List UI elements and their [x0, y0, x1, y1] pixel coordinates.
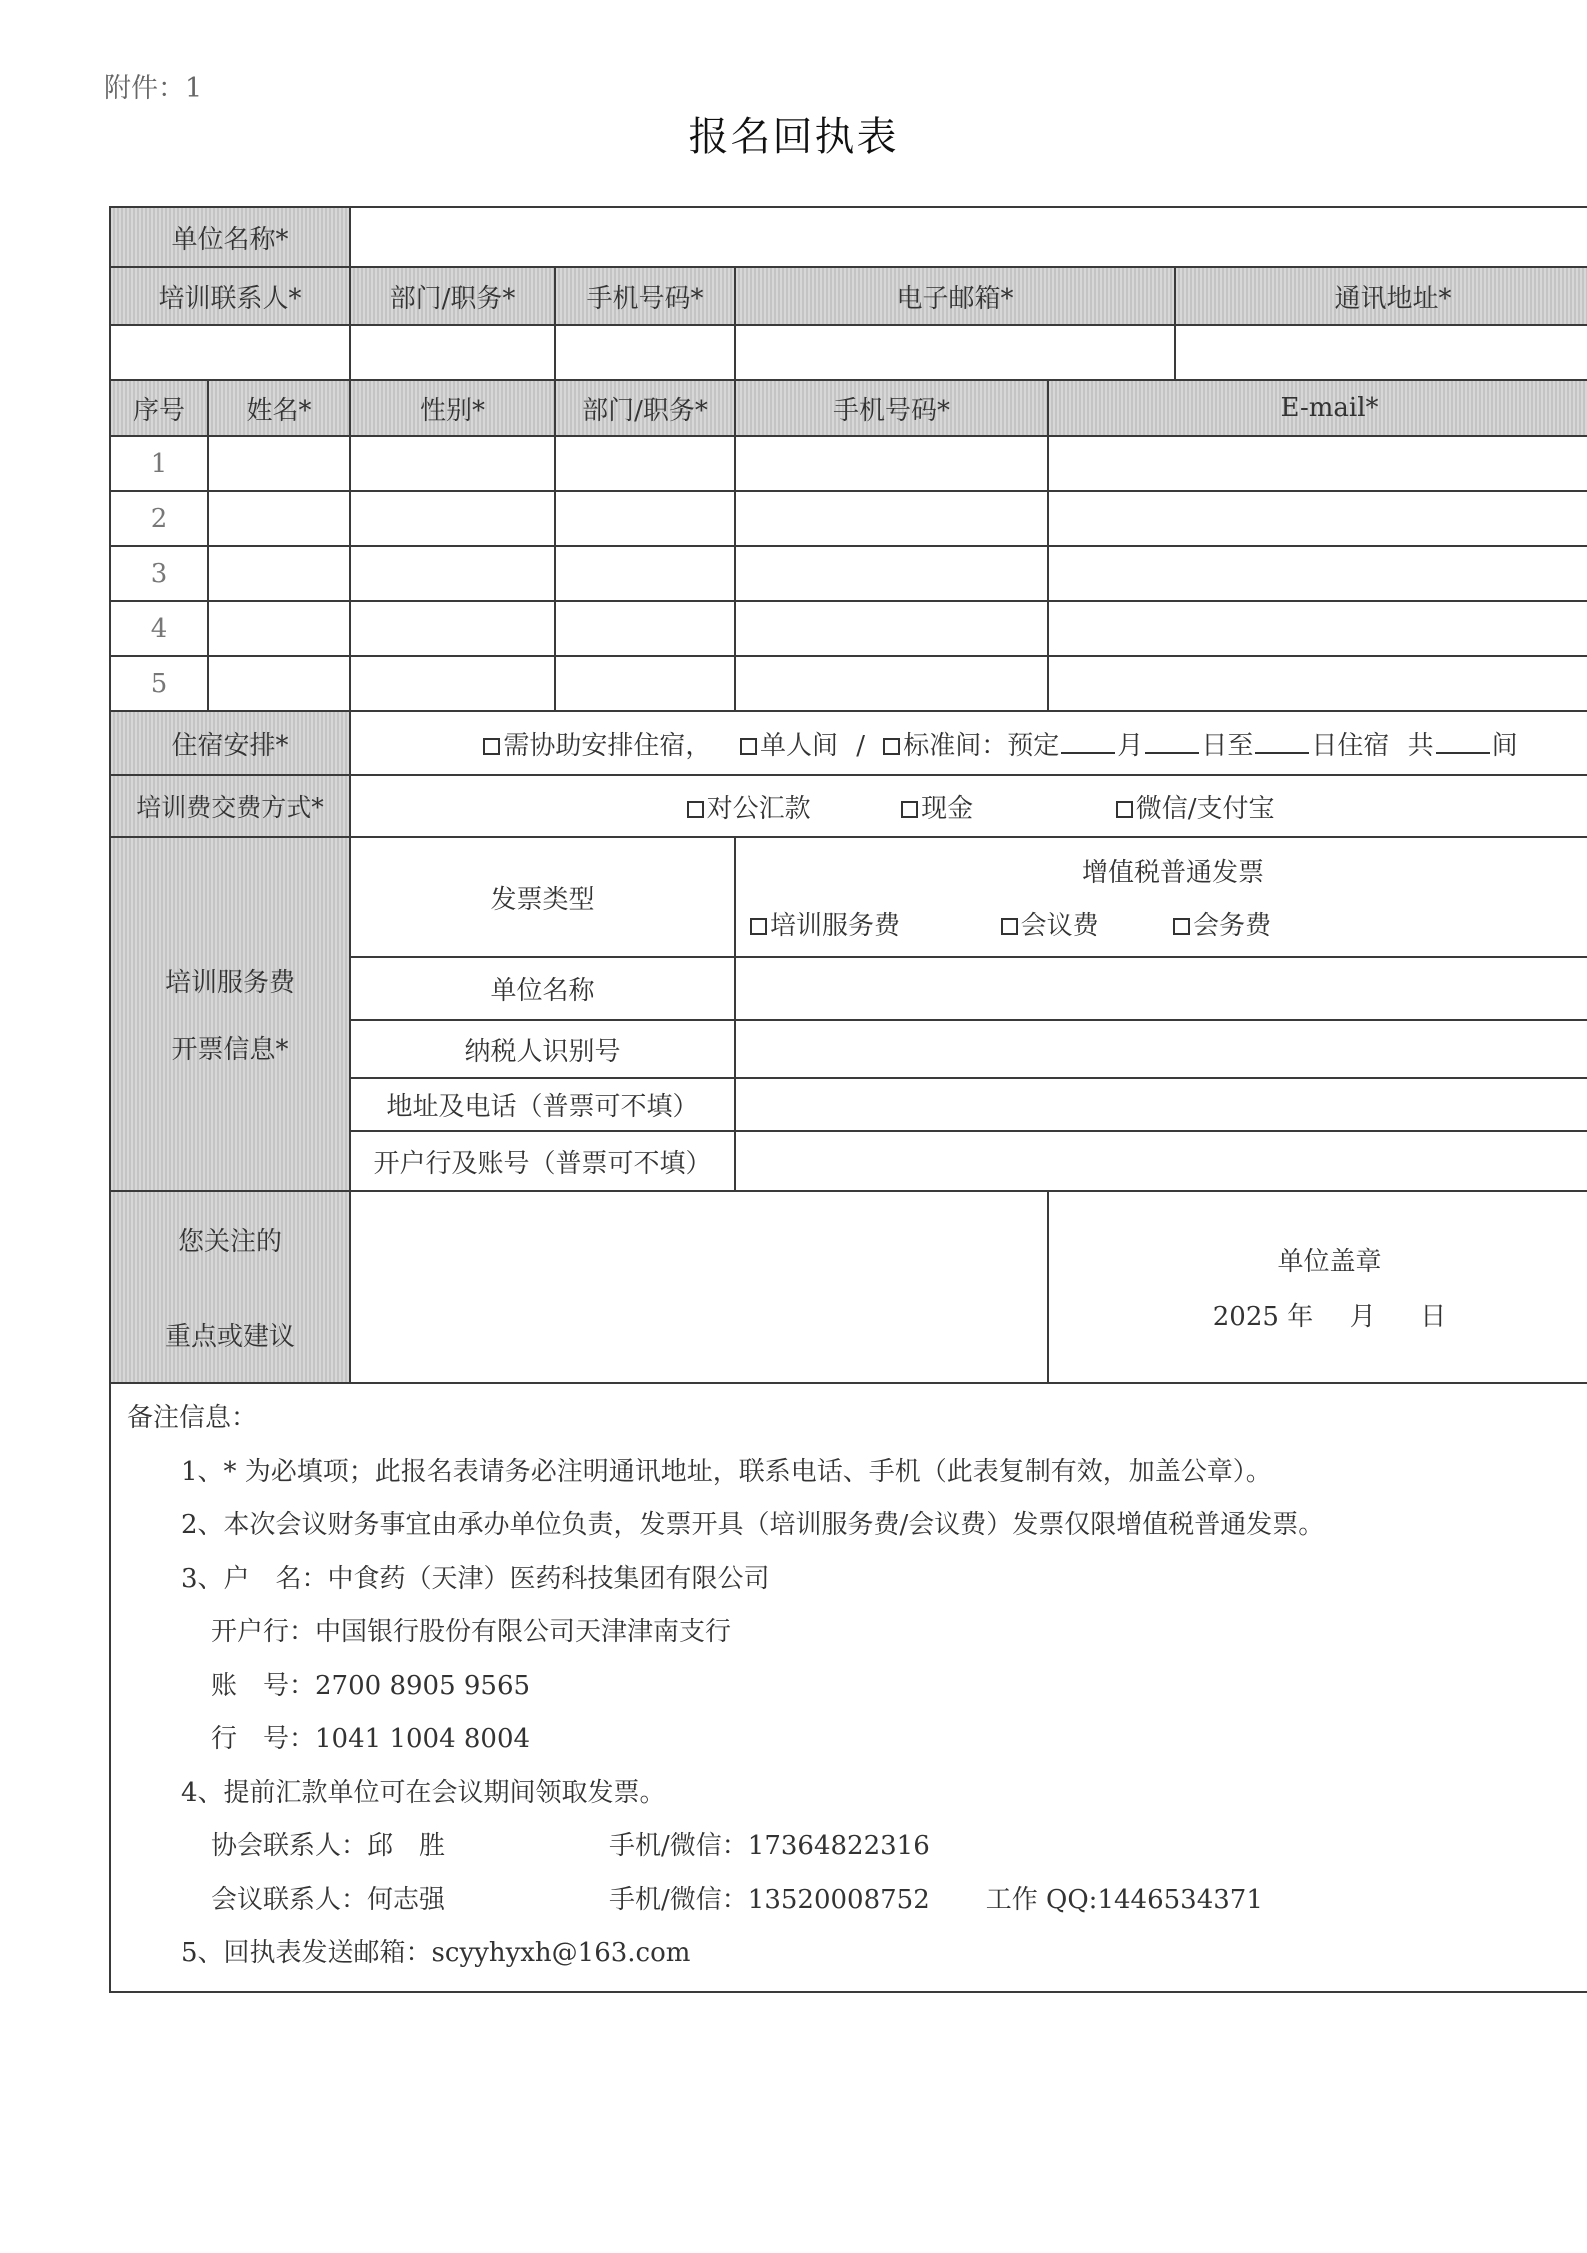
seal-date-year: 2025 年	[1212, 1302, 1314, 1332]
account-value: 2700 8905 9565	[315, 1670, 531, 1701]
lodging-need-text: 需协助安排住宿，	[503, 730, 712, 761]
participant-dept-field[interactable]	[555, 601, 735, 656]
note-item-3	[111, 1553, 1587, 1607]
participant-phone-field[interactable]	[735, 656, 1048, 711]
payment-option-transfer: 对公汇款	[706, 793, 811, 824]
participant-email-field[interactable]	[1048, 546, 1587, 601]
payment-cash-checkbox[interactable]	[901, 801, 918, 818]
assoc-phone-label: 手机/微信：	[609, 1831, 748, 1861]
invoice-address-phone-label: 地址及电话（普票可不填）	[350, 1078, 735, 1131]
participant-row	[110, 601, 1587, 656]
participant-row	[110, 546, 1587, 601]
focus-suggestion-field[interactable]	[350, 1191, 1048, 1383]
participant-name-field[interactable]	[208, 546, 350, 601]
note-item-4: 4、提前汇款单位可在会议期间领取发票。	[181, 1777, 666, 1808]
lodging-month-text: 月	[1117, 730, 1144, 761]
qq-value: 1446534371	[1097, 1884, 1263, 1915]
participant-gender-field[interactable]	[350, 601, 555, 656]
note-item-5	[111, 1927, 1587, 1981]
contact-phone-field[interactable]	[555, 325, 735, 380]
attachment-label: 附件：1	[104, 73, 203, 104]
lodging-start-day-blank[interactable]	[1145, 730, 1199, 754]
invoice-bank-account-field[interactable]	[735, 1131, 1587, 1191]
meeting-contact-label: 会议联系人：	[211, 1884, 368, 1915]
seal-date-day: 日	[1420, 1302, 1447, 1332]
invoice-taxpayer-id-label: 纳税人识别号	[350, 1020, 735, 1078]
contact-dept-label: 部门/职务*	[350, 267, 555, 325]
payment-transfer-checkbox[interactable]	[687, 801, 704, 818]
lodging-month-blank[interactable]	[1061, 730, 1115, 754]
invoice-label-line1: 培训服务费	[165, 968, 296, 998]
lodging-end-day-blank[interactable]	[1255, 730, 1309, 754]
account-name-value: 中食药（天津）医药科技集团有限公司	[327, 1563, 770, 1594]
note-bank	[111, 1606, 1587, 1660]
invoice-type-label: 发票类型	[350, 837, 735, 957]
lodging-separator: /	[856, 730, 866, 761]
account-name-label: 3、户 名：	[181, 1563, 328, 1594]
participant-phone-field[interactable]	[735, 601, 1048, 656]
participant-name-field[interactable]	[208, 601, 350, 656]
invoice-conference-checkbox[interactable]	[1173, 918, 1190, 935]
invoice-address-phone-field[interactable]	[735, 1078, 1587, 1131]
lodging-label: 住宿安排*	[110, 711, 350, 775]
focus-label-line1: 您关注的	[178, 1227, 283, 1257]
note-assoc-contact	[111, 1820, 1587, 1874]
payment-option-wechat-alipay: 微信/支付宝	[1135, 793, 1275, 824]
assoc-contact-name: 邱 胜	[367, 1831, 446, 1861]
branch-label: 行 号：	[211, 1724, 316, 1754]
focus-suggestion-label	[110, 1191, 350, 1383]
branch-value: 1041 1004 8004	[315, 1724, 531, 1754]
invoice-bank-account-label: 开户行及账号（普票可不填）	[350, 1131, 735, 1191]
lodging-single-checkbox[interactable]	[740, 738, 757, 755]
invoice-label-line2: 开票信息*	[171, 1035, 289, 1065]
participant-header-email: E-mail*	[1048, 380, 1587, 436]
note-meeting-contact	[111, 1874, 1587, 1928]
participant-header-gender: 性别*	[350, 380, 555, 436]
lodging-single-text: 单人间	[759, 730, 838, 761]
participant-email-field[interactable]	[1048, 491, 1587, 546]
email-label: 5、回执表发送邮箱：	[181, 1938, 432, 1968]
participant-dept-field[interactable]	[555, 491, 735, 546]
bank-label: 开户行：	[211, 1617, 316, 1647]
lodging-standard-checkbox[interactable]	[883, 738, 900, 755]
invoice-option-conference: 会务费	[1193, 911, 1272, 941]
participant-index: 4	[110, 601, 208, 656]
participant-email-field[interactable]	[1048, 601, 1587, 656]
participant-header-name: 姓名*	[208, 380, 350, 436]
contact-address-label: 通讯地址*	[1175, 267, 1587, 325]
lodging-day-to-text: 日至	[1201, 730, 1254, 761]
participant-phone-field[interactable]	[735, 436, 1048, 491]
seal-date-month: 月	[1349, 1302, 1376, 1332]
invoice-unit-name-field[interactable]	[735, 957, 1587, 1020]
registration-form-table	[109, 206, 1587, 1993]
payment-method-label: 培训费交费方式*	[110, 775, 350, 837]
invoice-type-options	[735, 837, 1587, 957]
invoice-unit-name-label: 单位名称	[350, 957, 735, 1020]
participant-email-field[interactable]	[1048, 436, 1587, 491]
qq-label: 工作 QQ:	[985, 1884, 1098, 1915]
participant-row	[110, 436, 1587, 491]
participant-row	[110, 656, 1587, 711]
lodging-rooms-blank[interactable]	[1436, 730, 1490, 754]
invoice-meeting-checkbox[interactable]	[1001, 918, 1018, 935]
note-item-2: 2、本次会议财务事宜由承办单位负责，发票开具（培训服务费/会议费）发票仅限增值税普通发票。	[181, 1510, 1325, 1540]
meeting-phone-label: 手机/微信：	[609, 1884, 748, 1915]
contact-phone-label: 手机号码*	[555, 267, 735, 325]
payment-wechat-alipay-checkbox[interactable]	[1116, 801, 1133, 818]
lodging-standard-text: 标准间：预定	[903, 730, 1060, 761]
participant-header-index: 序号	[110, 380, 208, 436]
notes-heading: 备注信息：	[127, 1403, 258, 1433]
contact-dept-field[interactable]	[350, 325, 555, 380]
note-account	[111, 1660, 1587, 1714]
participant-phone-field[interactable]	[735, 546, 1048, 601]
participant-name-field[interactable]	[208, 491, 350, 546]
contact-email-field[interactable]	[735, 325, 1175, 380]
participant-name-field[interactable]	[208, 656, 350, 711]
participant-gender-field[interactable]	[350, 491, 555, 546]
contact-address-field[interactable]	[1175, 325, 1587, 380]
contact-email-label: 电子邮箱*	[735, 267, 1175, 325]
participant-dept-field[interactable]	[555, 436, 735, 491]
invoice-training-checkbox[interactable]	[750, 918, 767, 935]
participant-row	[110, 491, 1587, 546]
participant-dept-field[interactable]	[555, 656, 735, 711]
payment-options	[350, 775, 1587, 837]
unit-name-field[interactable]	[350, 207, 1587, 267]
participant-header-dept: 部门/职务*	[555, 380, 735, 436]
invoice-taxpayer-id-field[interactable]	[735, 1020, 1587, 1078]
page-title: 报名回执表	[688, 114, 899, 160]
focus-label-line2: 重点或建议	[165, 1322, 296, 1352]
participant-index: 1	[110, 436, 208, 491]
meeting-phone-value: 13520008752	[747, 1884, 930, 1915]
participant-email-field[interactable]	[1048, 656, 1587, 711]
participant-index: 3	[110, 546, 208, 601]
unit-seal-area	[1048, 1191, 1587, 1383]
lodging-rooms-text: 间	[1491, 730, 1518, 761]
lodging-options	[350, 711, 1587, 775]
lodging-total-text: 共	[1407, 730, 1434, 761]
contact-person-label: 培训联系人*	[110, 267, 350, 325]
participant-phone-field[interactable]	[735, 491, 1048, 546]
invoice-type-value: 增值税普通发票	[1082, 858, 1265, 888]
note-item-1: 1、* 为必填项；此报名表请务必注明通讯地址，联系电话、手机（此表复制有效，加盖公章）。	[181, 1456, 1272, 1487]
participant-header-phone: 手机号码*	[735, 380, 1048, 436]
invoice-option-meeting: 会议费	[1020, 911, 1099, 941]
unit-name-label: 单位名称*	[110, 207, 350, 267]
notes-section	[110, 1383, 1587, 1992]
participant-index: 2	[110, 491, 208, 546]
bank-value: 中国银行股份有限公司天津津南支行	[315, 1617, 732, 1647]
participant-gender-field[interactable]	[350, 546, 555, 601]
lodging-need-checkbox[interactable]	[483, 738, 500, 755]
assoc-contact-label: 协会联系人：	[211, 1831, 368, 1861]
participant-name-field[interactable]	[208, 436, 350, 491]
contact-person-field[interactable]	[110, 325, 350, 380]
assoc-phone-value: 17364822316	[747, 1831, 930, 1861]
participant-index: 5	[110, 656, 208, 711]
payment-option-cash: 现金	[921, 793, 974, 824]
invoice-info-label	[110, 837, 350, 1191]
receipt-email[interactable]: scyyhyxh@163.com	[431, 1938, 691, 1968]
participant-gender-field[interactable]	[350, 656, 555, 711]
meeting-contact-name: 何志强	[367, 1884, 446, 1915]
note-branch	[111, 1713, 1587, 1767]
seal-label: 单位盖章	[1277, 1247, 1382, 1277]
lodging-day-stay-text: 日住宿	[1311, 730, 1390, 761]
participant-gender-field[interactable]	[350, 436, 555, 491]
participant-dept-field[interactable]	[555, 546, 735, 601]
invoice-option-training: 培训服务费	[770, 911, 901, 941]
account-label: 账 号：	[211, 1670, 316, 1701]
